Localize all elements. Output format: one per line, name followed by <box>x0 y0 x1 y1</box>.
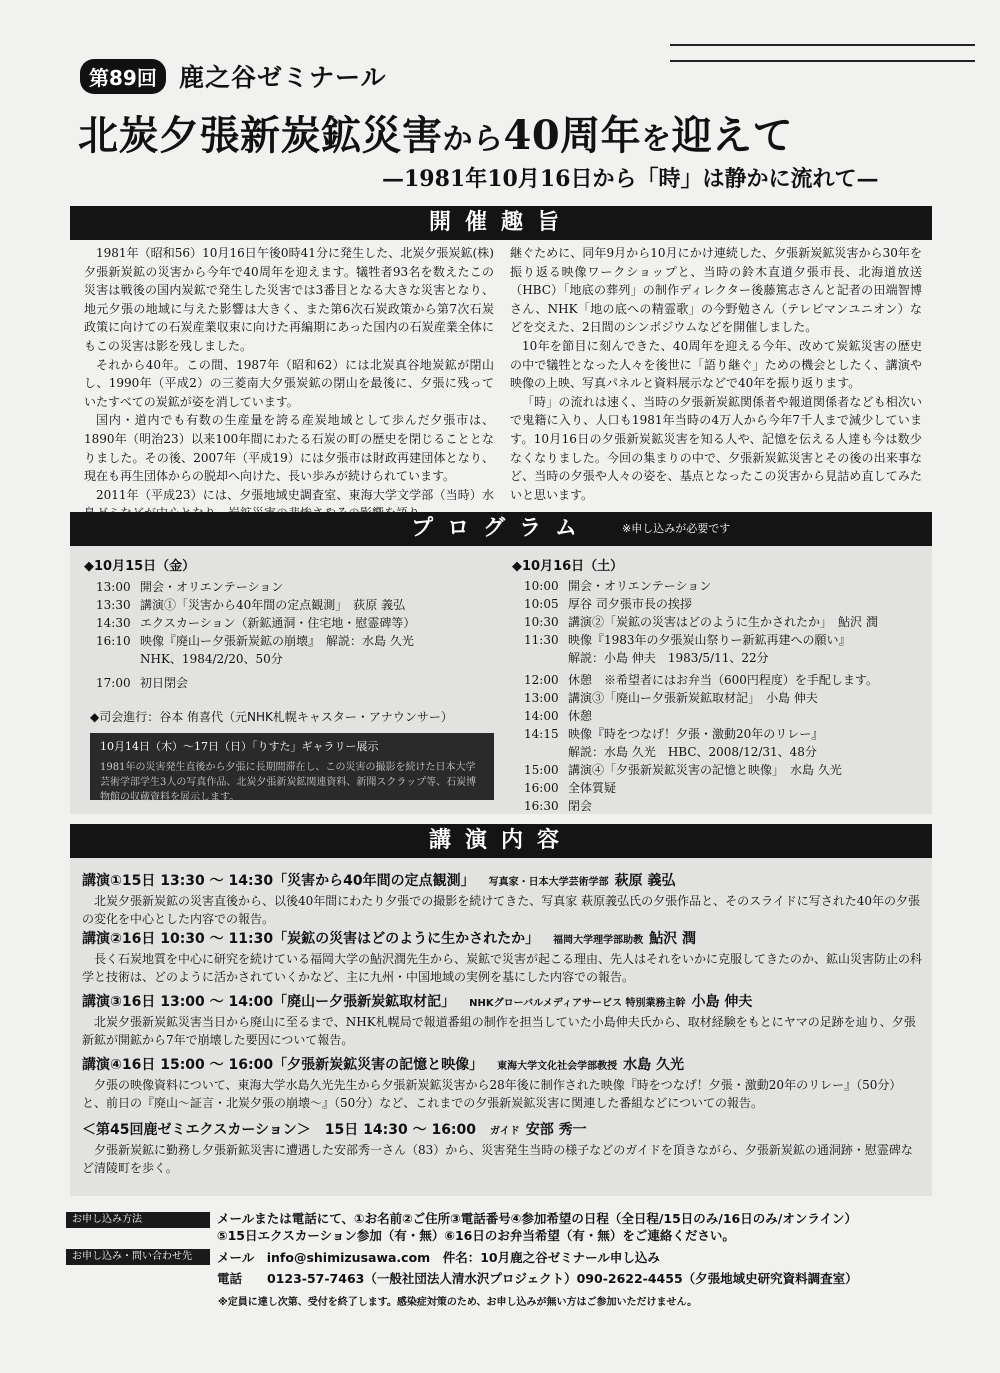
title-part: 北炭夕張新炭鉱災害 <box>78 112 443 159</box>
program-note: ※申し込みが必要です <box>622 522 731 535</box>
schedule-text: 全体質疑 <box>568 781 617 795</box>
purpose-heading: 開催趣旨 <box>70 206 932 240</box>
schedule-text: 厚谷 司夕張市長の挨拶 <box>568 597 692 611</box>
lecture-description: 夕張新炭鉱に勤務し夕張新鉱災害に遭遇した安部秀一さん（83）から、災害発生当時の様子などのガイドを頂きながら、夕張新炭鉱の通洞跡・慰霊碑など清陵町を歩く。 <box>82 1143 913 1175</box>
speaker-affiliation: 東海大学文化社会学部教授 <box>497 1061 618 1072</box>
day2-schedule <box>524 577 878 815</box>
purpose-paragraph: 1981年（昭和56）10月16日午後0時41分に発生した、北炭夕張炭鉱(株)夕張新炭鉱の災害から今年で40周年を迎えます。犠牲者93名を数えたこの災害は戦後の国内炭鉱で発生した災害では3番目となる大きな災害となり、地元夕張の地域に与えた影響は大きく、また第6次石炭政策から第7次石炭政策に向けての石炭産業収束に向けた再編期にあった国内の石炭産業全体にもこの災害は影を残しました。 <box>84 246 494 353</box>
speaker-name: 水島 久光 <box>623 1057 684 1073</box>
lecture-item <box>82 1055 922 1112</box>
lecture-title: 講演③16日 13:00 〜 14:00「廃山ー夕張新炭鉱取材記」 <box>82 994 456 1010</box>
lecture-item <box>82 992 922 1049</box>
schedule-text: 休憩 <box>568 709 593 723</box>
schedule-row <box>96 632 415 650</box>
schedule-time: 16:30 <box>524 799 559 813</box>
speaker-affiliation: ガイド <box>490 1126 520 1137</box>
host-info: ◆司会進行：谷本 侑喜代（元NHK札幌キャスター・アナウンサー） <box>90 710 453 724</box>
schedule-text: 映像『1983年の夕張炭山祭りー新鉱再建への願い』 <box>568 633 851 647</box>
schedule-text: 講演③「廃山ー夕張新炭鉱取材記」 小島 伸夫 <box>568 691 818 705</box>
lecture-description: 夕張の映像資料について、東海大学水島久光先生から夕張新炭鉱災害から28年後に制作された映像『時をつなげ！夕張・激動20年のリレー』（50分）と、前日の『廃山〜証言・北炭夕張の崩壊〜』（50分）など、これまでの夕張新炭鉱災害に関連した番組などについての報告。 <box>82 1078 902 1110</box>
schedule-row <box>524 743 878 761</box>
speaker-affiliation: NHKグローバルメディアサービス 特別業務主幹 <box>469 998 686 1009</box>
contact-label: お申し込み・問い合わせ先 <box>66 1249 210 1265</box>
schedule-row <box>524 577 878 595</box>
application-method-line: メールまたは電話にて、①お名前②ご住所③電話番号④参加希望の日程（全日程/15日のみ/16日のみ/オンライン） <box>217 1211 857 1226</box>
schedule-row <box>524 689 878 707</box>
contact-info <box>217 1249 858 1287</box>
purpose-paragraph: 10年を節目に刻んできた、40周年を迎える今年、改めて炭鉱災害の歴史の中で犠牲となった人々を後世に「語り継ぐ」ための機会としたく、講演や映像の上映、写真パネルと資料展示などで40年を振り返ります。 <box>510 338 922 391</box>
schedule-time: 13:00 <box>524 691 559 705</box>
schedule-row <box>524 595 878 613</box>
purpose-right-column <box>510 244 922 504</box>
schedule-text: 解説：小島 伸夫 1983/5/11、22分 <box>568 651 769 665</box>
purpose-paragraph: 継ぐために、同年9月から10月にかけ連続した、夕張新炭鉱災害から30年を振り返る映像ワークショップと、当時の鈴木直道夕張市長、北海道放送（HBC）「地底の葬列」の制作ディレクター後藤篤志さんと記者の田端智博さん、NHK「地の底への精霊歌」の今野勉さん（テレビマンユニオン）などを交えた、2日間のシンポジウムなどを開催しました。 <box>510 246 922 335</box>
schedule-row <box>524 761 878 779</box>
lecture-title: ＜第45回鹿ゼミエクスカーション＞ 15日 14:30 〜 16:00 <box>82 1122 477 1138</box>
contact-mail: メール info@shimizusawa.com 件名：10月鹿之谷ゼミナール申し込み <box>217 1250 660 1265</box>
speaker-name: 鮎沢 潤 <box>649 931 696 947</box>
footnote: ※定員に達し次第、受付を終了します。感染症対策のため、お申し込みが無い方はご参加いただけません。 <box>218 1297 698 1308</box>
title-part: を <box>641 122 672 157</box>
schedule-text: 開会・オリエンテーション <box>140 580 284 594</box>
purpose-paragraph: 「時」の流れは速く、当時の夕張新炭鉱関係者や報道関係者なども相次いで鬼籍に入り、人口も1981年当時の4万人から今年7千人まで減少しています。10月16日の夕張新炭鉱災害を知る人や、記憶を伝える人達も今は数少なくなりました。今回の集まりの中で、夕張新炭鉱災害とその後の出来事など、当時の夕張や人々の姿を、基点となったこの災害から見詰め直してみたいと思います。 <box>510 394 922 502</box>
lecture-description: 北炭夕張新炭鉱災害当日から廃山に至るまで、NHK札幌局で報道番組の制作を担当していた小島伸夫氏から、取材経験をもとにヤマの足跡を辿り、夕張新鉱が開鉱から7年で崩壊した要因について報告。 <box>82 1015 916 1047</box>
application-method-line: ⑤15日エクスカーション参加（有・無）⑥16日のお弁当希望（有・無）をご連絡ください。 <box>217 1228 735 1243</box>
schedule-time: 14:00 <box>524 709 559 723</box>
program-heading-text: プログラム <box>411 516 591 541</box>
decorative-lines <box>670 44 975 76</box>
application-method-label: お申し込み方法 <box>66 1212 210 1228</box>
lecture-item <box>82 929 922 986</box>
title-part: から <box>442 122 504 157</box>
lecture-description: 長く石炭地質を中心に研究を続けている福岡大学の鮎沢潤先生から、炭鉱で災害が起こる理由、先人はそれをいかに克服してきたのか、鉱山災害防止の科学と技術は、どのように活かされていくかなど、主に九州・中国地域の実例を基にした内容での報告。 <box>82 952 923 984</box>
schedule-time: 10:30 <box>524 615 559 629</box>
edition-badge: 第89回 <box>80 59 166 94</box>
schedule-row <box>524 649 878 667</box>
contact-phone: 電話 0123-57-7463（一般社団法人清水沢プロジェクト）090-2622-4455（夕張地域史研究資料調査室） <box>217 1271 858 1286</box>
schedule-time: 10:00 <box>524 579 559 593</box>
schedule-row <box>524 725 878 743</box>
schedule-row <box>524 707 878 725</box>
schedule-time <box>96 650 140 668</box>
speaker-name: 安部 秀一 <box>525 1122 587 1138</box>
schedule-row <box>96 650 415 668</box>
schedule-text: 開会・オリエンテーション <box>568 579 712 593</box>
schedule-time: 12:00 <box>524 673 559 687</box>
purpose-paragraph: それから40年。この間、1987年（昭和62）には北炭真谷地炭鉱が閉山し、1990年（平成2）の三菱南大夕張炭鉱の閉山を最後に、夕張に残っていたすべての炭鉱が姿を消しています。 <box>84 357 494 409</box>
excursion-item <box>82 1120 922 1177</box>
gallery-box <box>90 733 494 803</box>
seminar-name: 鹿之谷ゼミナール <box>178 63 387 92</box>
schedule-text: 講演①「災害から40年間の定点観測」 荻原 義弘 <box>140 598 406 612</box>
title-part: 迎えて <box>671 112 794 159</box>
application-method <box>217 1210 857 1244</box>
purpose-left-column <box>84 244 494 523</box>
page-title <box>78 104 793 161</box>
schedule-text: 講演④「夕張新炭鉱災害の記憶と映像」 水島 久光 <box>568 763 842 777</box>
schedule-text: 解説：水島 久光 HBC、2008/12/31、48分 <box>568 745 817 759</box>
schedule-row <box>524 613 878 631</box>
lectures-heading: 講演内容 <box>70 824 932 858</box>
schedule-time: 14:30 <box>96 616 131 630</box>
page-subtitle: —1981年10月16日から「時」は静かに流れて— <box>382 166 879 192</box>
gallery-text: 1981年の災害発生直後から夕張に長期間滞在し、この災害の撮影を続けた日本大学芸術学部学生3人の写真作品、北炭夕張新炭鉱関連資料、新聞スクラップ等、石炭博物館の収蔵資料を展示します。 <box>100 762 477 803</box>
schedule-text: 閉会 <box>568 799 593 813</box>
schedule-row <box>524 779 878 797</box>
day2-heading: ◆10月16日（土） <box>512 559 624 574</box>
schedule-time: 10:05 <box>524 597 559 611</box>
schedule-text: 映像『廃山ー夕張新炭鉱の崩壊』 解説：水島 久光 <box>140 634 414 648</box>
schedule-row <box>96 596 415 614</box>
lecture-description: 北炭夕張新炭鉱の災害直後から、以後40年間にわたり夕張での撮影を続けてきた、写真家 萩原義弘氏の夕張作品と、そのスライドに写された40年の夕張の変化を中心とした内容での報告。 <box>82 894 920 926</box>
schedule-text: 休憩 ※希望者にはお弁当（600円程度）を手配します。 <box>568 673 878 687</box>
schedule-row <box>96 674 415 692</box>
purpose-paragraph: 2011年（平成23）には、夕張地域史調査室、東海大学文学部（当時）水 <box>96 487 494 502</box>
schedule-text: 講演②「炭鉱の災害はどのように生かされたか」 鮎沢 潤 <box>568 615 878 629</box>
lecture-title: 講演②16日 10:30 〜 11:30「炭鉱の災害はどのように生かされたか」 <box>82 931 540 947</box>
lecture-item <box>82 871 922 928</box>
title-part: 40周年 <box>503 112 642 159</box>
schedule-row <box>524 797 878 815</box>
schedule-time: 15:00 <box>524 763 559 777</box>
schedule-text: NHK、1984/2/20、50分 <box>140 652 283 666</box>
schedule-row <box>96 578 415 596</box>
schedule-row <box>96 614 415 632</box>
speaker-affiliation: 写真家・日本大学芸術学部 <box>488 877 609 888</box>
schedule-text: 初日閉会 <box>140 676 189 690</box>
schedule-time: 14:15 <box>524 727 559 741</box>
program-heading <box>70 512 932 546</box>
lecture-title: 講演④16日 15:00 〜 16:00「夕張新炭鉱災害の記憶と映像」 <box>82 1057 484 1073</box>
schedule-row <box>524 671 878 689</box>
lecture-title: 講演①15日 13:30 〜 14:30「災害から40年間の定点観測」 <box>82 873 475 889</box>
schedule-time <box>524 743 568 761</box>
schedule-time <box>524 649 568 667</box>
schedule-time: 16:10 <box>96 634 131 648</box>
speaker-name: 萩原 義弘 <box>614 873 676 889</box>
schedule-row <box>524 631 878 649</box>
schedule-time: 17:00 <box>96 676 131 690</box>
schedule-time: 11:30 <box>524 633 559 647</box>
schedule-time: 13:00 <box>96 580 131 594</box>
schedule-text: 映像『時をつなげ！夕張・激動20年のリレー』 <box>568 727 824 741</box>
day1-heading: ◆10月15日（金） <box>84 559 196 574</box>
speaker-name: 小島 伸夫 <box>691 994 753 1010</box>
schedule-time: 16:00 <box>524 781 559 795</box>
day1-schedule <box>96 578 415 692</box>
schedule-text: エクスカーション（新鉱通洞・住宅地・慰霊碑等） <box>140 616 416 630</box>
speaker-affiliation: 福岡大学理学部助教 <box>553 935 644 946</box>
seminar-header <box>80 58 386 94</box>
schedule-time: 13:30 <box>96 598 131 612</box>
purpose-paragraph: 国内・道内でも有数の生産量を誇る産炭地域として歩んだ夕張市は、1890年（明治23）以来100年間にわたる石炭の町の歴史を閉じることとなりました。その後、2007年（平成19）には夕張市は財政再建団体となり、現在も再生団体からの脱却へ向けた、長い歩みが続けられています。 <box>84 413 494 484</box>
gallery-title: 10月14日（木）〜17日（日）「りすた」ギャラリー展示 <box>100 740 379 753</box>
